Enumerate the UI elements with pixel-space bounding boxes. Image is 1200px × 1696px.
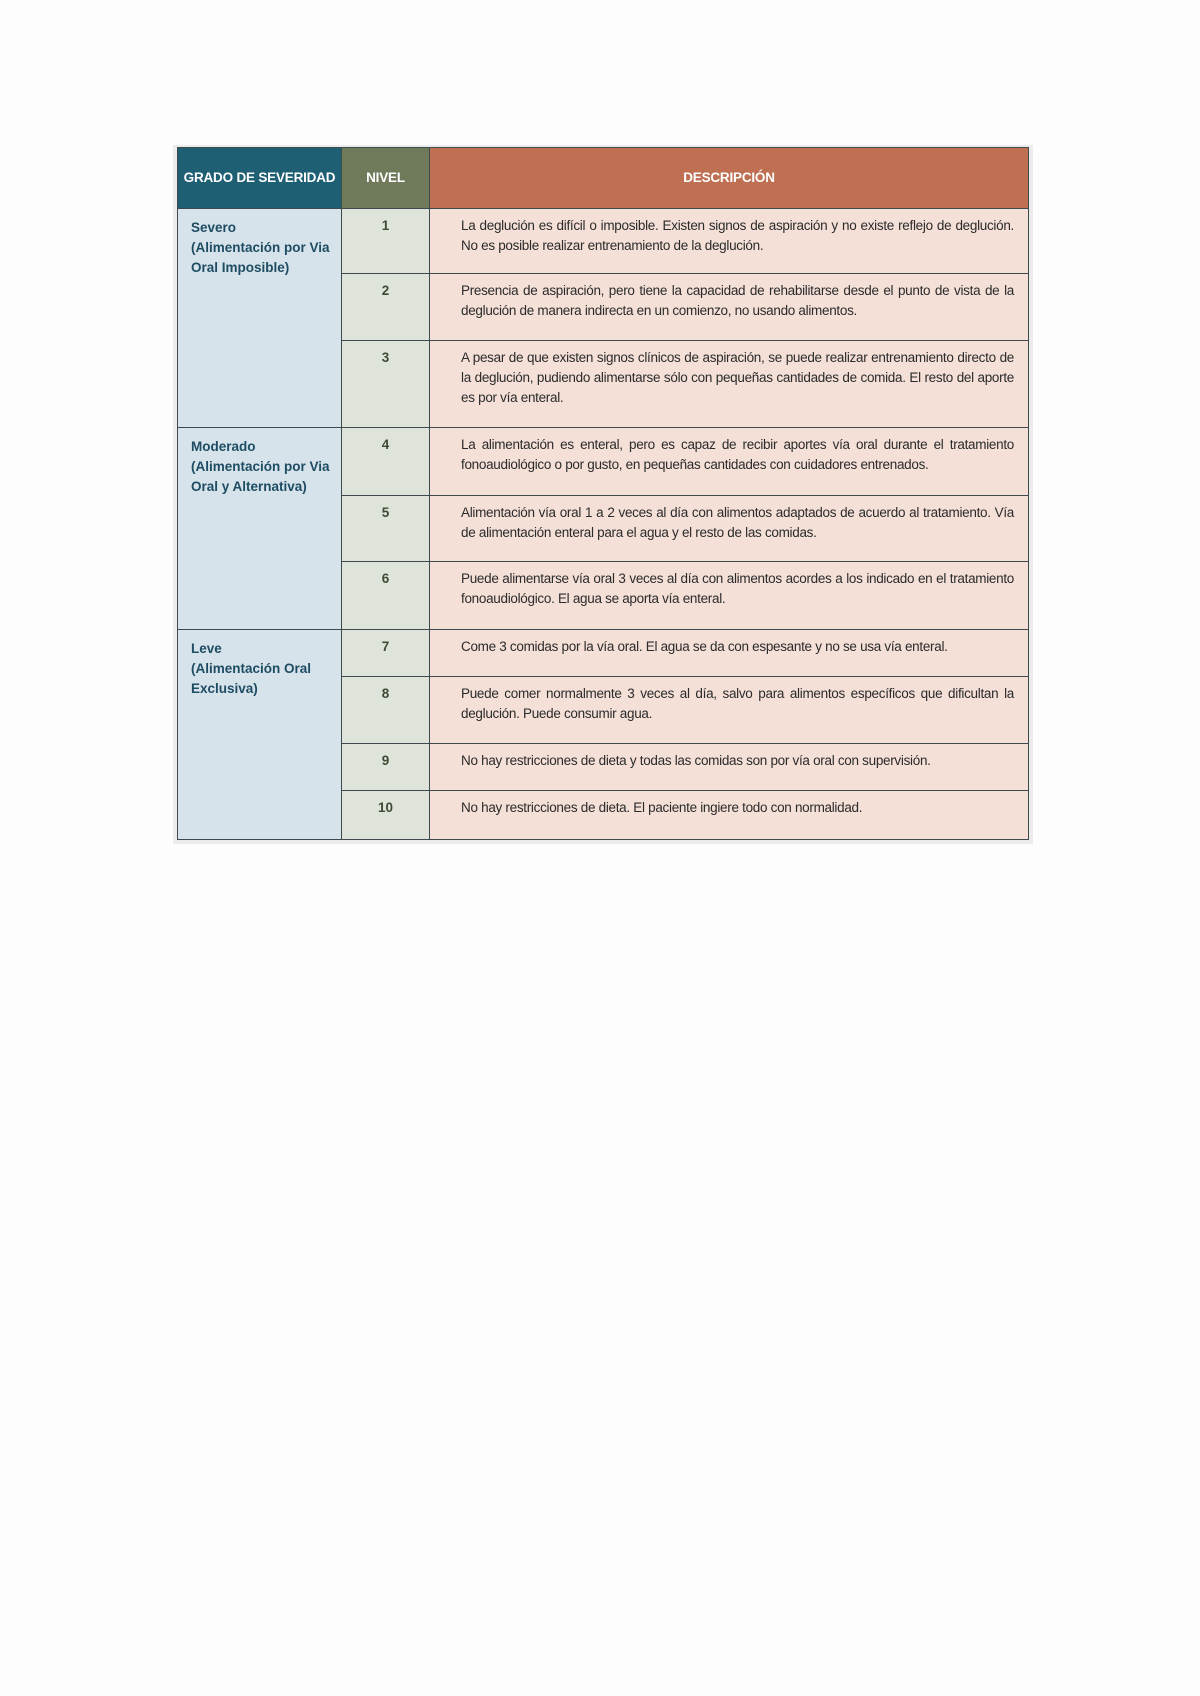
descripcion-cell: Puede alimentarse vía oral 3 veces al día con alimentos acordes a los indicado en el tratamiento fonoaudiológico. El agua se aporta vía enteral. [430, 562, 1029, 630]
nivel-cell: 5 [342, 496, 430, 562]
table-row [178, 630, 1029, 677]
header-descripcion: DESCRIPCIÓN [430, 148, 1029, 209]
severity-table [177, 147, 1029, 840]
group-subtitle: (Alimentación por Via Oral y Alternativa) [191, 459, 330, 494]
group-moderado [178, 428, 342, 630]
header-grado: GRADO DE SEVERIDAD [178, 148, 342, 209]
nivel-cell: 6 [342, 562, 430, 630]
table-row [178, 428, 1029, 496]
descripcion-cell: No hay restricciones de dieta y todas las comidas son por vía oral con supervisión. [430, 744, 1029, 791]
descripcion-cell: A pesar de que existen signos clínicos de aspiración, se puede realizar entrenamiento directo de la deglución, pudiendo alimentarse sólo con pequeñas cantidades de comida. El resto del aporte es por vía enteral. [430, 341, 1029, 428]
descripcion-cell: Alimentación vía oral 1 a 2 veces al día con alimentos adaptados de acuerdo al tratamiento. Vía de alimentación enteral para el agua y el resto de las comidas. [430, 496, 1029, 562]
descripcion-cell: Puede comer normalmente 3 veces al día, salvo para alimentos específicos que dificultan la deglución. Puede consumir agua. [430, 677, 1029, 744]
group-subtitle: (Alimentación Oral Exclusiva) [191, 661, 312, 696]
nivel-cell: 10 [342, 791, 430, 840]
descripcion-cell: Come 3 comidas por la vía oral. El agua se da con espesante y no se usa vía enteral. [430, 630, 1029, 677]
group-name: Severo [191, 220, 237, 235]
nivel-cell: 7 [342, 630, 430, 677]
group-name: Leve [191, 641, 222, 656]
table-row [178, 209, 1029, 274]
nivel-cell: 9 [342, 744, 430, 791]
table-header-row [178, 148, 1029, 209]
group-leve [178, 630, 342, 840]
nivel-cell: 2 [342, 274, 430, 341]
group-severo [178, 209, 342, 428]
header-nivel: NIVEL [342, 148, 430, 209]
nivel-cell: 4 [342, 428, 430, 496]
group-subtitle: (Alimentación por Via Oral Imposible) [191, 240, 330, 275]
descripcion-cell: La alimentación es enteral, pero es capaz de recibir aportes vía oral durante el tratamiento fonoaudiológico o por gusto, en pequeñas cantidades con cuidadores entrenados. [430, 428, 1029, 496]
nivel-cell: 3 [342, 341, 430, 428]
descripcion-cell: La deglución es difícil o imposible. Existen signos de aspiración y no existe reflejo de deglución. No es posible realizar entrenamiento de la deglución. [430, 209, 1029, 274]
nivel-cell: 8 [342, 677, 430, 744]
descripcion-cell: No hay restricciones de dieta. El paciente ingiere todo con normalidad. [430, 791, 1029, 840]
severity-table-frame [173, 145, 1033, 844]
nivel-cell: 1 [342, 209, 430, 274]
group-name: Moderado [191, 439, 256, 454]
descripcion-cell: Presencia de aspiración, pero tiene la capacidad de rehabilitarse desde el punto de vista de la deglución de manera indirecta en un comienzo, no usando alimentos. [430, 274, 1029, 341]
